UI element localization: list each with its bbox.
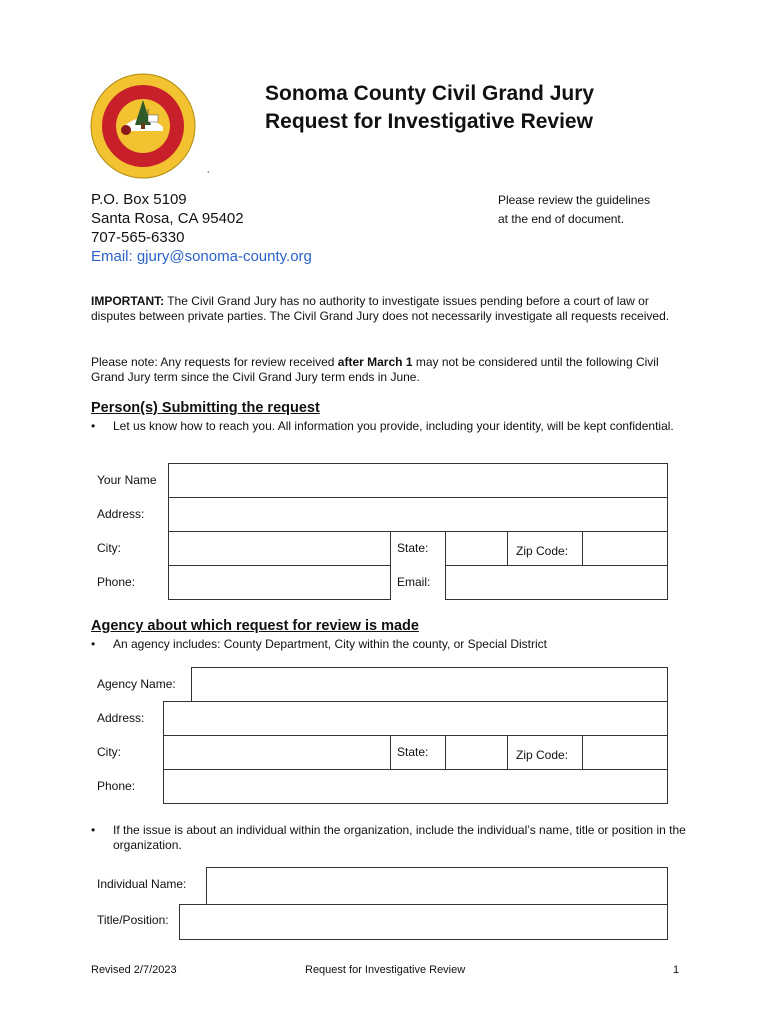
title-line-2: Request for Investigative Review [265, 110, 593, 133]
email-line [91, 247, 312, 266]
review-note-line-1: Please review the guidelines [498, 193, 651, 207]
note-paragraph [91, 355, 691, 385]
agency-zip-field[interactable] [582, 735, 668, 770]
email-field[interactable] [445, 565, 668, 600]
review-note [498, 191, 650, 229]
label-address: Address: [97, 507, 145, 521]
label-city: City: [97, 541, 121, 555]
city-line: Santa Rosa, CA 95402 [91, 210, 244, 227]
label-agency-state: State: [397, 745, 429, 759]
bullet-submitter [91, 419, 691, 434]
zip-field[interactable] [582, 531, 668, 566]
bullet-individual [91, 823, 691, 853]
bullet-text: If the issue is about an individual within the organization, include the individual’s name, title or position in the organization. [113, 823, 686, 852]
important-paragraph [91, 294, 691, 324]
note-prefix: Please note: Any requests for review received [91, 355, 338, 369]
label-title-position: Title/Position: [97, 913, 169, 927]
title-line-1: Sonoma County Civil Grand Jury [265, 82, 595, 105]
city-field[interactable] [168, 531, 391, 566]
individual-name-field[interactable] [206, 867, 668, 905]
note-suffix: may not be considered until the following Civil Grand Jury term since the Civil Grand Jury term ends in June. [91, 355, 659, 384]
section-title-agency: Agency about which request for review is made [91, 618, 419, 634]
bullet-agency [91, 637, 691, 652]
bullet-dot: • [91, 419, 96, 433]
agency-address-field[interactable] [163, 701, 668, 736]
agency-name-field[interactable] [191, 667, 668, 702]
label-individual-name: Individual Name: [97, 877, 187, 891]
label-agency-name: Agency Name: [97, 677, 176, 691]
footer-page-number: 1 [673, 964, 680, 976]
email-link[interactable]: gjury@sonoma-county.org [136, 248, 312, 265]
important-label: IMPORTANT: [91, 294, 165, 308]
label-your-name: Your Name [97, 473, 157, 487]
bullet-text: An agency includes: County Department, City within the county, or Special District [113, 637, 547, 651]
important-text: The Civil Grand Jury has no authority to investigate issues pending before a court of law or disputes between private parties. The Civil Grand Jury does not necessarily investigate all requests received. [91, 294, 670, 323]
label-zip: Zip Code: [516, 544, 569, 558]
contact-block [91, 190, 312, 266]
label-state: State: [397, 541, 429, 555]
title-position-field[interactable] [179, 904, 668, 940]
review-note-line-2: at the end of document. [498, 212, 625, 226]
agency-city-field[interactable] [163, 735, 391, 770]
label-agency-zip: Zip Code: [516, 748, 569, 762]
footer-document-title: Request for Investigative Review [305, 964, 466, 976]
footer-revised: Revised 2/7/2023 [91, 964, 177, 976]
agency-phone-field[interactable] [163, 769, 668, 804]
stray-mark: , [207, 165, 210, 174]
bullet-dot: • [91, 823, 96, 837]
bullet-dot: • [91, 637, 96, 651]
state-field[interactable] [445, 531, 508, 566]
page-title [265, 80, 594, 136]
your-name-field[interactable] [168, 463, 668, 498]
bullet-text: Let us know how to reach you. All information you provide, including your identity, will be kept confidential. [113, 419, 674, 433]
label-agency-city: City: [97, 745, 121, 759]
note-bold: after March 1 [337, 355, 413, 369]
phone-field[interactable] [168, 565, 391, 600]
email-label: Email: [91, 248, 137, 265]
address-field[interactable] [168, 497, 668, 532]
section-title-submitter: Person(s) Submitting the request [91, 400, 320, 416]
agency-state-field[interactable] [445, 735, 508, 770]
label-phone: Phone: [97, 575, 136, 589]
label-agency-phone: Phone: [97, 779, 136, 793]
label-agency-address: Address: [97, 711, 145, 725]
label-email: Email: [397, 575, 431, 589]
county-seal-logo [90, 73, 196, 179]
phone-number: 707-565-6330 [91, 229, 185, 246]
po-box: P.O. Box 5109 [91, 191, 187, 208]
